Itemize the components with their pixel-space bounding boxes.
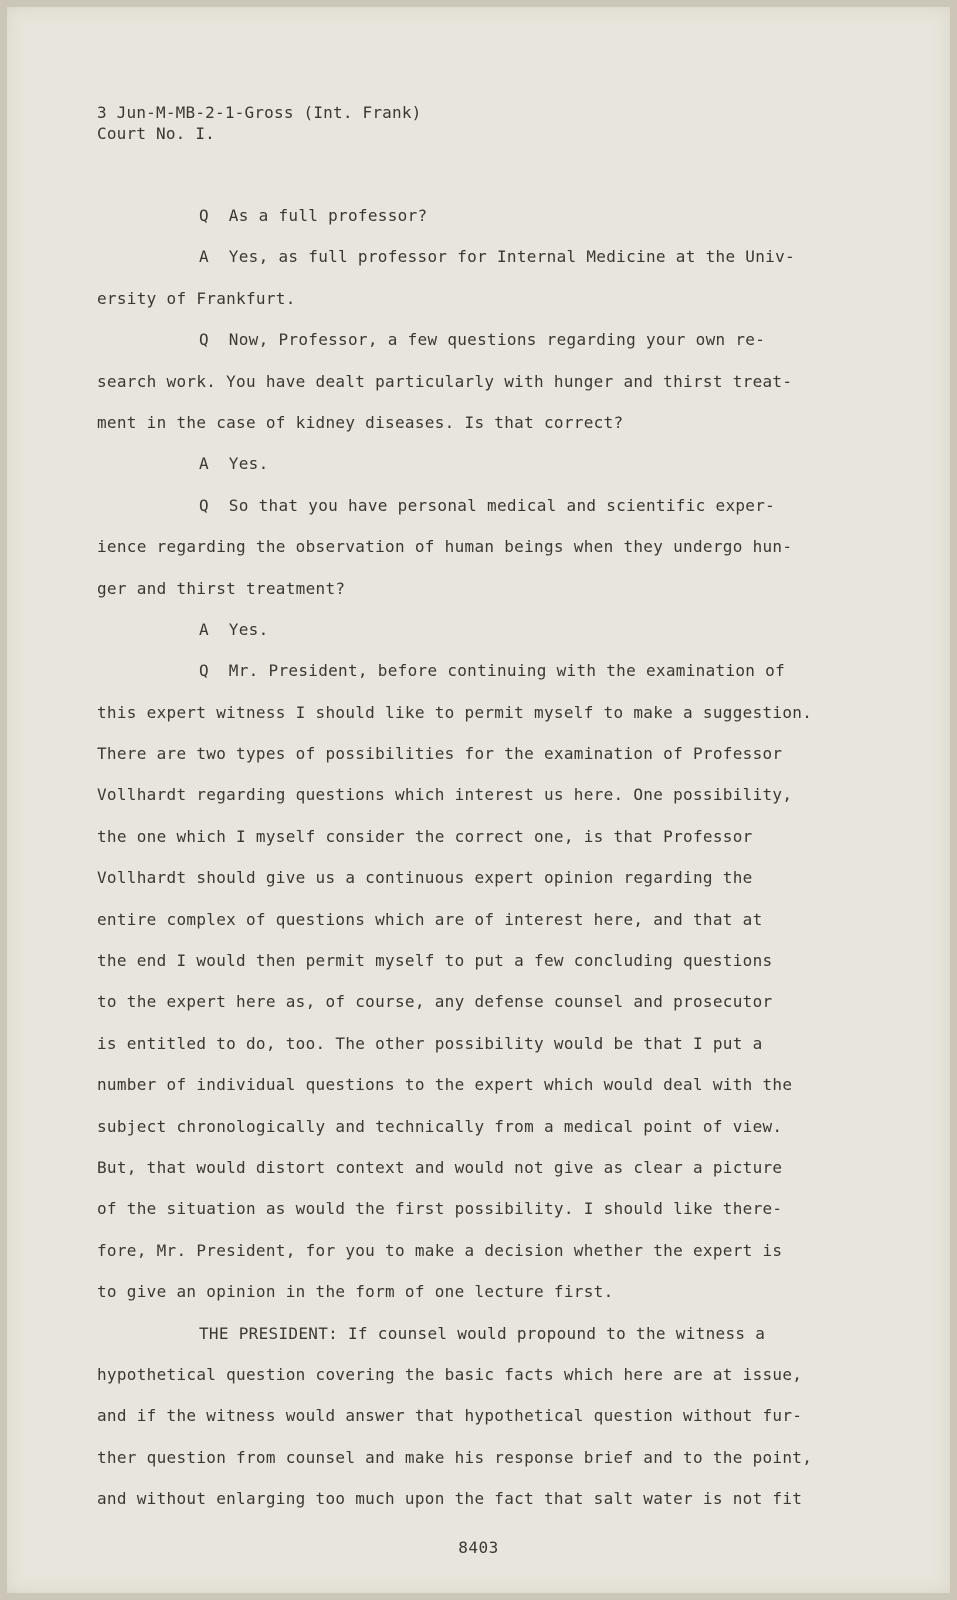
header-court: Court No. I. — [97, 124, 215, 143]
transcript-body — [97, 204, 837, 1529]
transcript-line: to give an opinion in the form of one lecture first. — [97, 1282, 614, 1302]
transcript-line: Q Mr. President, before continuing with the examination of — [199, 661, 786, 681]
transcript-line: But, that would distort context and would not give as clear a picture — [97, 1157, 783, 1177]
transcript-line: and without enlarging too much upon the fact that salt water is not fit — [97, 1489, 803, 1509]
transcript-line: ience regarding the observation of human beings when they undergo hun- — [97, 537, 793, 557]
transcript-line: the end I would then permit myself to put a few concluding questions — [97, 951, 773, 971]
transcript-line: Vollhardt regarding questions which interest us here. One possibility, — [97, 785, 793, 805]
transcript-line: search work. You have dealt particularly with hunger and thirst treat- — [97, 371, 793, 391]
transcript-line: A Yes. — [199, 619, 269, 639]
transcript-line: hypothetical question covering the basic facts which here are at issue, — [97, 1364, 803, 1384]
transcript-line: Q Now, Professor, a few questions regarding your own re- — [199, 330, 766, 350]
transcript-line: A Yes, as full professor for Internal Medicine at the Univ- — [199, 247, 795, 267]
document-header — [97, 102, 421, 144]
header-reference: 3 Jun-M-MB-2-1-Gross (Int. Frank) — [97, 103, 422, 122]
transcript-line: There are two types of possibilities for the examination of Professor — [97, 744, 783, 764]
transcript-line: this expert witness I should like to permit myself to make a suggestion. — [97, 702, 813, 722]
transcript-line: ersity of Frankfurt. — [97, 288, 296, 308]
transcript-line: the one which I myself consider the correct one, is that Professor — [97, 826, 753, 846]
transcript-line: of the situation as would the first possibility. I should like there- — [97, 1199, 783, 1219]
transcript-line: entire complex of questions which are of interest here, and that at — [97, 909, 763, 929]
transcript-line: Q So that you have personal medical and scientific exper- — [199, 495, 776, 515]
transcript-line: ment in the case of kidney diseases. Is that correct? — [97, 412, 624, 432]
transcript-line: Q As a full professor? — [199, 206, 428, 225]
transcript-line: ger and thirst treatment? — [97, 578, 346, 598]
transcript-line: subject chronologically and technically from a medical point of view. — [97, 1116, 783, 1136]
transcript-line: to the expert here as, of course, any defense counsel and prosecutor — [97, 992, 773, 1012]
transcript-line: fore, Mr. President, for you to make a decision whether the expert is — [97, 1240, 783, 1260]
transcript-line: number of individual questions to the expert which would deal with the — [97, 1075, 793, 1095]
transcript-line: Vollhardt should give us a continuous expert opinion regarding the — [97, 868, 753, 888]
transcript-line: A Yes. — [199, 454, 269, 474]
transcript-line: and if the witness would answer that hypothetical question without fur- — [97, 1406, 803, 1426]
transcript-line: THE PRESIDENT: If counsel would propound to the witness a — [199, 1323, 766, 1343]
page-number: 8403 — [458, 1538, 499, 1557]
transcript-line: ther question from counsel and make his response brief and to the point, — [97, 1447, 813, 1467]
transcript-line: is entitled to do, too. The other possibility would be that I put a — [97, 1033, 763, 1053]
